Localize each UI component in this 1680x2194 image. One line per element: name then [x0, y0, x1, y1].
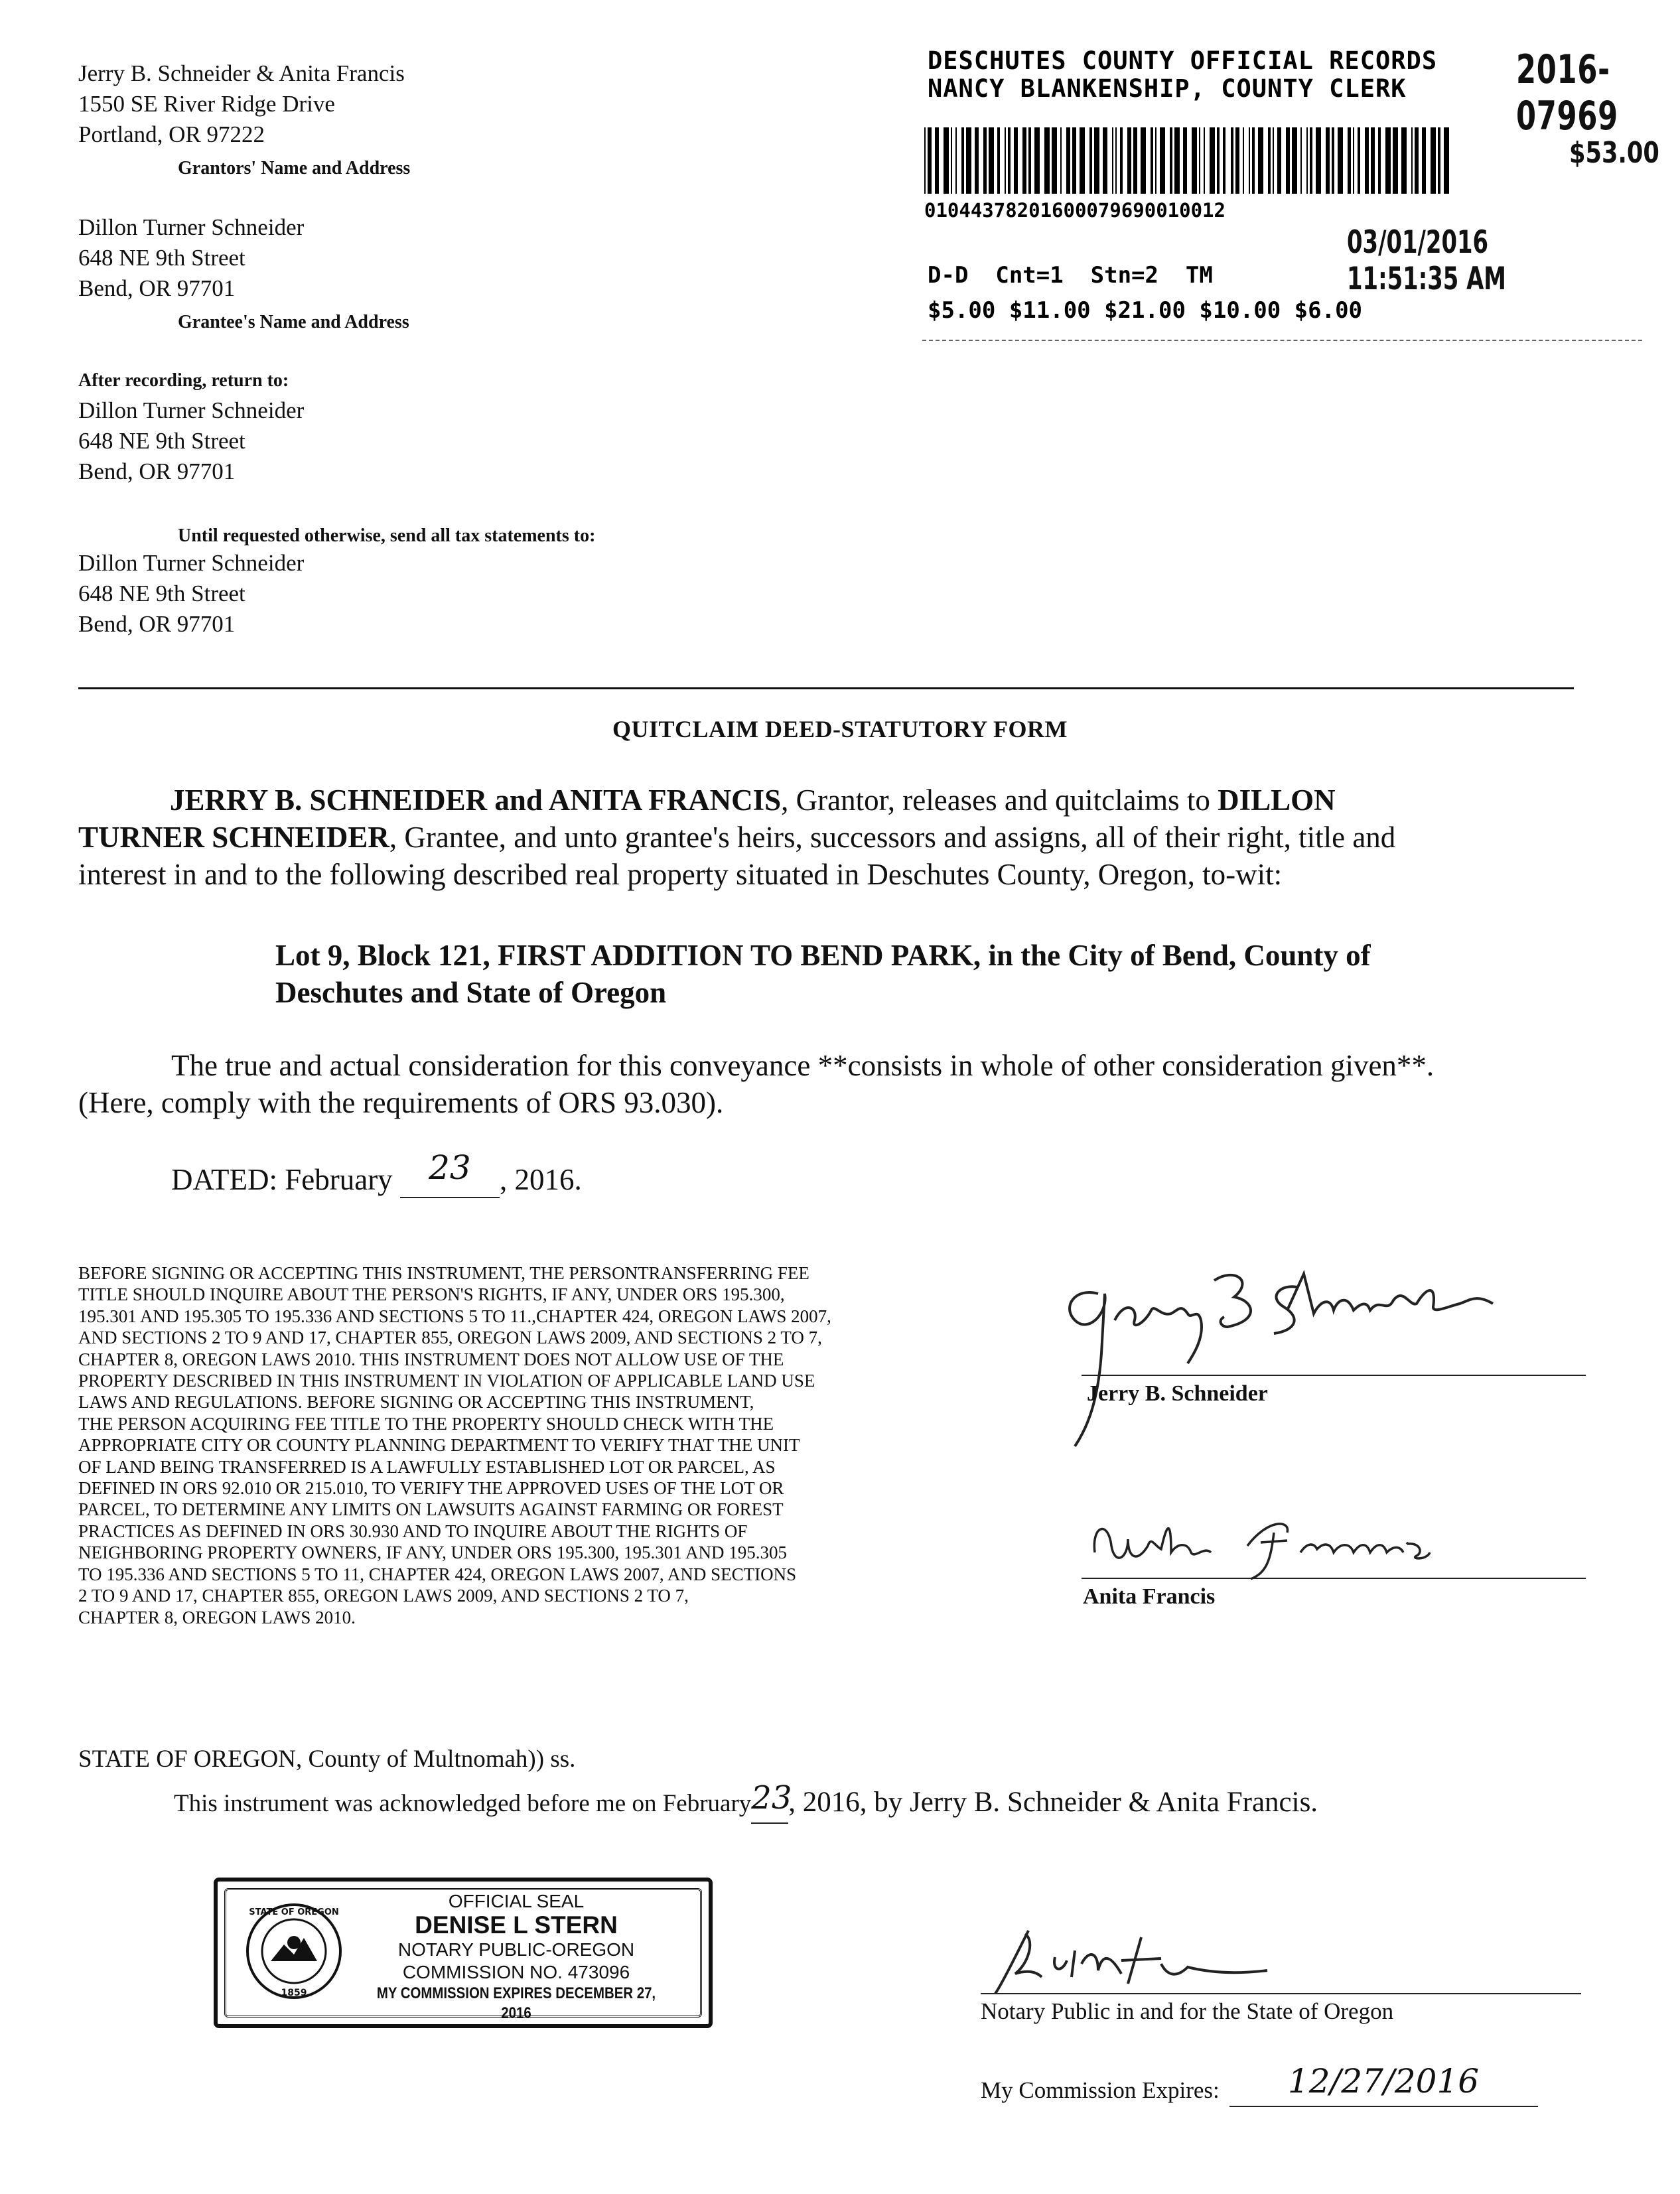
disclaimer-line: TITLE SHOULD INQUIRE ABOUT THE PERSON'S RIGHTS, IF ANY, UNDER ORS 195.300, — [78, 1284, 785, 1305]
tax-street: 648 NE 9th Street — [78, 581, 245, 606]
signer1-name: Jerry B. Schneider — [1087, 1381, 1268, 1406]
grantee-street: 648 NE 9th Street — [78, 245, 245, 271]
signer2-name: Anita Francis — [1083, 1584, 1216, 1609]
barcode-bar — [1089, 127, 1092, 194]
barcode-bar — [1231, 127, 1233, 194]
barcode-bar — [951, 127, 952, 194]
barcode-bar — [1300, 127, 1302, 194]
commission-expires-field — [1229, 2062, 1538, 2107]
deed-grant-paragraph — [78, 782, 1604, 893]
barcode-bar — [1014, 127, 1018, 194]
barcode-bar — [1235, 127, 1239, 194]
grantee-name: Dillon Turner Schneider — [78, 214, 305, 240]
barcode-bar — [1273, 127, 1274, 194]
barcode-bar — [1028, 127, 1031, 194]
barcode-bar — [1080, 127, 1085, 194]
ack-day: 23 — [751, 1779, 792, 1817]
barcode-bar — [1094, 127, 1099, 194]
grantors-city: Portland, OR 97222 — [78, 121, 265, 147]
barcode-bar — [1192, 127, 1197, 194]
return-to-label: After recording, return to: — [78, 370, 289, 391]
barcode-bar — [1431, 127, 1436, 194]
barcode-bar — [1338, 127, 1343, 194]
barcode-bar — [1223, 127, 1225, 194]
ack-prefix: This instrument was acknowledged before me on February — [174, 1790, 752, 1817]
barcode-bar — [966, 127, 971, 194]
barcode-bar — [1371, 127, 1375, 194]
acknowledgment-line — [174, 1779, 1318, 1824]
barcode-bar — [1358, 127, 1360, 194]
seal-commission: COMMISSION NO. 473096 — [402, 1962, 630, 1982]
barcode-bar — [924, 127, 926, 194]
barcode-digits: 01044378201600079690010012 — [924, 199, 1225, 222]
disclaimer-line: PRACTICES AS DEFINED IN ORS 30.930 AND TO INQUIRE ABOUT THE RIGHTS OF — [78, 1521, 748, 1541]
ack-day-field — [751, 1779, 792, 1824]
barcode-bar — [1072, 127, 1076, 194]
barcode-bar — [1393, 127, 1398, 194]
barcode-bar — [1353, 127, 1354, 194]
barcode-bar — [1286, 127, 1290, 194]
grant-line1-rest: , Grantor, releases and quitclaims to — [781, 784, 1218, 817]
commission-expires-value: 12/27/2016 — [1287, 2062, 1480, 2100]
barcode-bar — [1112, 127, 1113, 194]
barcode-bar — [1103, 127, 1107, 194]
barcode-bar — [1401, 127, 1407, 194]
tax-city: Bend, OR 97701 — [78, 611, 236, 637]
grantors-street: 1550 SE River Ridge Drive — [78, 91, 335, 117]
barcode-bar — [1005, 127, 1006, 194]
barcode-bar — [935, 127, 939, 194]
recording-datetime: 03/01/2016 11:51:35 AM — [1347, 224, 1506, 297]
grantors-label: Grantors' Name and Address — [178, 158, 411, 178]
barcode-bar — [1151, 127, 1153, 194]
disclaimer-line: TO 195.336 AND SECTIONS 5 TO 11, CHAPTER 424, OREGON LAWS 2007, AND SECTIONS — [78, 1564, 797, 1584]
barcode-bar — [1141, 127, 1146, 194]
barcode-bar — [1210, 127, 1215, 194]
signer2-line — [1082, 1578, 1586, 1579]
disclaimer-line: CHAPTER 8, OREGON LAWS 2010. THIS INSTRUMENT DOES NOT ALLOW USE OF THE — [78, 1349, 784, 1369]
disclaimer-line: PROPERTY DESCRIBED IN THIS INSTRUMENT IN VIOLATION OF APPLICABLE LAND USE — [78, 1371, 815, 1391]
barcode-bar — [1258, 127, 1263, 194]
barcode-bar — [1252, 127, 1255, 194]
legal-description — [275, 937, 1602, 1011]
disclaimer-line: APPROPRIATE CITY OR COUNTY PLANNING DEPARTMENT TO VERIFY THAT THE UNIT — [78, 1435, 800, 1456]
oregon-state-seal-icon — [244, 1901, 344, 2001]
return-to-name: Dillon Turner Schneider — [78, 397, 305, 423]
seal-official: OFFICIAL SEAL — [448, 1891, 585, 1911]
barcode-bar — [1160, 127, 1165, 194]
jerry-signature — [1035, 1247, 1566, 1460]
barcode-bar — [1008, 127, 1011, 194]
recording-codes: D-D Cnt=1 Stn=2 TM — [928, 262, 1213, 289]
seal-text-block — [337, 1891, 695, 2023]
state-county-line: STATE OF OREGON, County of Multnomah)) ss. — [78, 1746, 576, 1773]
recording-office: DESCHUTES COUNTY OFFICIAL RECORDS — [928, 46, 1438, 75]
barcode-bar — [1133, 127, 1137, 194]
recording-clerk: NANCY BLANKENSHIP, COUNTY CLERK — [928, 74, 1407, 103]
barcode-bar — [1310, 127, 1312, 194]
barcode-bar — [1365, 127, 1369, 194]
barcode-bar — [944, 127, 949, 194]
grantee-label: Grantee's Name and Address — [178, 312, 409, 332]
barcode-bar — [1174, 127, 1180, 194]
statutory-disclaimer — [78, 1263, 1060, 1628]
barcode-bar — [1326, 127, 1330, 194]
commission-expires-label: My Commission Expires: — [981, 2077, 1220, 2103]
consideration-line-2: (Here, comply with the requirements of ORS 93.030). — [78, 1086, 724, 1119]
grantors-block — [78, 58, 405, 150]
grantee-bold-2: TURNER SCHNEIDER — [78, 821, 389, 854]
barcode-bar — [983, 127, 986, 194]
tax-name: Dillon Turner Schneider — [78, 550, 305, 576]
barcode-bar — [1411, 127, 1413, 194]
barcode-bar — [1052, 127, 1057, 194]
ack-suffix: , 2016, by Jerry B. Schneider & Anita Francis. — [788, 1787, 1318, 1818]
seal-notary-title: NOTARY PUBLIC-OREGON — [397, 1939, 635, 1960]
barcode-bar — [997, 127, 1000, 194]
barcode-bar — [1422, 127, 1426, 194]
barcode-bar — [1316, 127, 1321, 194]
barcode-bar — [1183, 127, 1187, 194]
recording-fees: $5.00 $11.00 $21.00 $10.00 $6.00 — [928, 297, 1363, 324]
disclaimer-line: NEIGHBORING PROPERTY OWNERS, IF ANY, UNDER ORS 195.300, 195.301 AND 195.305 — [78, 1543, 787, 1563]
seal-expires: MY COMMISSION EXPIRES DECEMBER 27, 2016 — [376, 1984, 656, 2022]
barcode-bar — [1249, 127, 1250, 194]
disclaimer-line: THE PERSON ACQUIRING FEE TITLE TO THE PROPERTY SHOULD CHECK WITH THE — [78, 1413, 774, 1434]
seal-notary-name: DENISE L STERN — [415, 1911, 618, 1939]
notary-label: Notary Public in and for the State of Oregon — [981, 1998, 1394, 2024]
barcode-bar — [1217, 127, 1220, 194]
barcode-bar — [1243, 127, 1244, 194]
signer1-line — [1082, 1375, 1586, 1376]
return-to-street: 648 NE 9th Street — [78, 428, 245, 454]
dated-year: , 2016. — [499, 1163, 582, 1196]
barcode-bar — [1155, 127, 1156, 194]
dated-label: DATED: February — [171, 1163, 393, 1196]
tax-statements-block — [78, 548, 304, 640]
barcode-bar — [1044, 127, 1050, 194]
consideration-paragraph — [78, 1047, 1671, 1121]
consideration-line-1: The true and actual consideration for this conveyance **consists in whole of other consideration given**. — [171, 1049, 1435, 1082]
return-to-city: Bend, OR 97701 — [78, 458, 236, 484]
grantee-bold-1: DILLON — [1218, 784, 1336, 817]
barcode-bar — [1034, 127, 1040, 194]
notary-signature-line — [981, 1993, 1581, 1994]
disclaimer-line: 195.301 AND 195.305 TO 195.336 AND SECTIONS 5 TO 11.,CHAPTER 424, OREGON LAWS 2007, — [78, 1306, 831, 1326]
barcode-bar — [1332, 127, 1334, 194]
disclaimer-line: BEFORE SIGNING OR ACCEPTING THIS INSTRUMENT, THE PERSONTRANSFERRING FEE — [78, 1263, 809, 1283]
barcode-bar — [975, 127, 979, 194]
return-to-block — [78, 395, 304, 487]
barcode-bar — [955, 127, 957, 194]
barcode-bar — [1277, 127, 1281, 194]
barcode-bar — [928, 127, 932, 194]
disclaimer-line: PARCEL, TO DETERMINE ANY LIMITS ON LAWSUITS AGAINST FARMING OR FOREST — [78, 1499, 784, 1520]
barcode-bar — [1204, 127, 1205, 194]
barcode-bar — [1199, 127, 1200, 194]
deed-title: QUITCLAIM DEED-STATUTORY FORM — [612, 716, 1068, 742]
barcode-bar — [1060, 127, 1062, 194]
header-rule — [78, 687, 1574, 689]
barcode-bar — [989, 127, 994, 194]
barcode-bar — [1268, 127, 1271, 194]
seal-emblem-year: 1859 — [281, 1988, 307, 1998]
notary-seal — [214, 1878, 713, 2028]
legal-line-2: Deschutes and State of Oregon — [275, 976, 667, 1009]
barcode-bar — [1348, 127, 1350, 194]
dated-day: 23 — [429, 1148, 471, 1187]
grantors-name: Jerry B. Schneider & Anita Francis — [78, 60, 405, 86]
disclaimer-line: AND SECTIONS 2 TO 9 AND 17, CHAPTER 855, OREGON LAWS 2009, AND SECTIONS 2 TO 7, — [78, 1328, 822, 1348]
dated-line — [171, 1148, 582, 1200]
recording-divider — [922, 340, 1642, 341]
barcode-bar — [1415, 127, 1419, 194]
document-number: 2016-07969 — [1516, 46, 1618, 139]
barcode-bar — [1306, 127, 1308, 194]
barcode-bar — [1378, 127, 1381, 194]
barcode-bar — [1022, 127, 1026, 194]
disclaimer-line: LAWS AND REGULATIONS. BEFORE SIGNING OR ACCEPTING THIS INSTRUMENT, — [78, 1392, 754, 1412]
barcode-bar — [1438, 127, 1440, 194]
anita-signature — [1088, 1506, 1500, 1586]
barcode-bar — [1385, 127, 1391, 194]
disclaimer-line: CHAPTER 8, OREGON LAWS 2010. — [78, 1607, 356, 1627]
disclaimer-line: DEFINED IN ORS 92.010 OR 215.010, TO VERIFY THE APPROVED USES OF THE LOT OR — [78, 1478, 784, 1499]
disclaimer-line: 2 TO 9 AND 17, CHAPTER 855, OREGON LAWS 2009, AND SECTIONS 2 TO 7, — [78, 1586, 689, 1606]
seal-emblem-top: STATE OF OREGON — [249, 1907, 339, 1917]
grantee-city: Bend, OR 97701 — [78, 275, 236, 301]
legal-line-1: Lot 9, Block 121, FIRST ADDITION TO BEND PARK, in the City of Bend, County of — [275, 939, 1371, 972]
commission-expires-line — [981, 2062, 1538, 2107]
grantors-bold: JERRY B. SCHNEIDER and ANITA FRANCIS — [170, 784, 782, 817]
barcode-bar — [1127, 127, 1131, 194]
grant-line3: interest in and to the following described real property situated in Deschutes County, Oregon, to-wit: — [78, 858, 1283, 891]
barcode-bar — [1170, 127, 1172, 194]
tax-statements-label: Until requested otherwise, send all tax statements to: — [178, 525, 596, 546]
grant-line2-rest: , Grantee, and unto grantee's heirs, successors and assigns, all of their right, title and — [389, 821, 1396, 854]
notary-signature — [989, 1911, 1360, 2004]
barcode-bar — [1292, 127, 1297, 194]
recording-total: $53.00 — [1569, 136, 1659, 170]
barcode-bar — [1115, 127, 1117, 194]
barcode-bar — [1444, 127, 1449, 194]
barcode-bar — [961, 127, 964, 194]
disclaimer-line: OF LAND BEING TRANSFERRED IS A LAWFULLY ESTABLISHED LOT OR PARCEL, AS — [78, 1456, 776, 1477]
barcode-bar — [1120, 127, 1123, 194]
dated-day-field — [400, 1148, 500, 1198]
barcode-bar — [1066, 127, 1070, 194]
recording-barcode — [924, 127, 1455, 194]
grantee-block — [78, 212, 304, 304]
